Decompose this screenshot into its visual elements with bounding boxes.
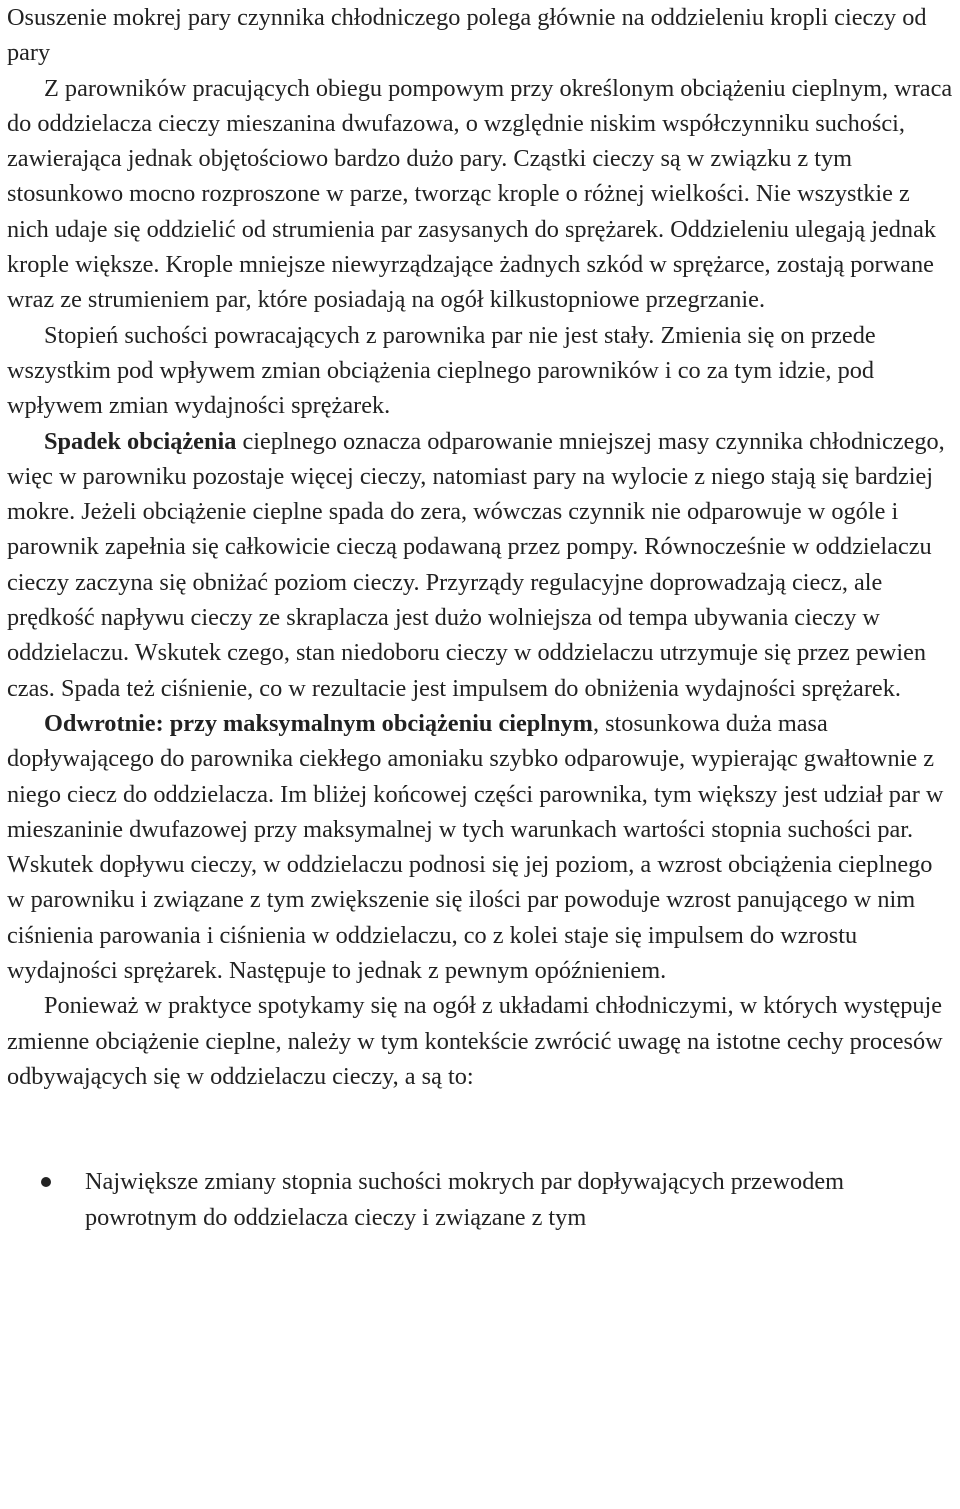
paragraph-max-load <box>7 706 955 988</box>
paragraph-load-drop <box>7 424 955 706</box>
paragraph-intro: Osuszenie mokrej pary czynnika chłodniczego polega głównie na oddzieleniu kropli cieczy od pary <box>7 4 927 67</box>
list-item-text: Największe zmiany stopnia suchości mokrych par dopływających przewodem powrotnym do oddzielacza cieczy i związane z tym <box>85 1168 845 1231</box>
bullet-icon <box>41 1177 51 1187</box>
paragraph-load-drop-body: cieplnego oznacza odparowanie mniejszej masy czynnika chłodniczego, więc w parowniku pozostaje więcej cieczy, natomiast pary na wylocie z niego stają się bardziej mokre. Jeżeli obciążenie cieplne spada do zera, wówczas czynnik nie odparowuje w ogóle i parownik zapełnia się całkowicie cieczą podawaną przez pompy. Równocześnie w oddzielaczu cieczy zaczyna się obniżać poziom cieczy. Przyrządy regulacyjne doprowadzają ciecz, ale prędkość napływu cieczy ze skraplacza jest dużo wolniejsza od tempa ubywania cieczy w oddzielaczu. Wskutek czego, stan niedoboru cieczy w oddzielaczu utrzymuje się przez pewien czas. Spada też ciśnienie, co w rezultacie jest impulsem do obniżenia wydajności sprężarek. <box>7 427 945 702</box>
paragraph-evaporators: Z parowników pracujących obiegu pompowym przy określonym obciążeniu cieplnym, wraca do oddzielacza cieczy mieszanina dwufazowa, o względnie niskim współczynniku suchości, zawierająca jednak objętościowo bardzo dużo pary. Cząstki cieczy są w związku z tym stosunkowo mocno rozproszone w parze, tworząc krople o różnej wielkości. Nie wszystkie z nich udaje się oddzielić od strumienia par zasysanych do sprężarek. Oddzieleniu ulegają jednak krople większe. Krople mniejsze niewyrządzające żadnych szkód w sprężarce, zostają porwane wraz ze strumieniem par, które posiadają na ogół kilkustopniowe przegrzanie. <box>7 74 953 314</box>
list-item <box>7 1164 955 1235</box>
paragraph-max-load-heading: Odwrotnie: przy maksymalnym obciążeniu cieplnym <box>44 709 593 737</box>
spacer <box>7 1094 955 1164</box>
paragraph-load-drop-heading: Spadek obciążenia <box>44 427 237 455</box>
paragraph-dryness: Stopień suchości powracających z parownika par nie jest stały. Zmienia się on przede wszystkim pod wpływem zmian obciążenia cieplnego parowników i co za tym idzie, pod wpływem zmian wydajności sprężarek. <box>7 321 876 420</box>
paragraph-max-load-body: , stosunkowa duża masa dopływającego do parownika ciekłego amoniaku szybko odparowuje, wypierając gwałtownie z niego ciecz do oddzielacza. Im bliżej końcowej części parownika, tym większy jest udział par w mieszaninie dwufazowej przy maksymalnej w tych warunkach wartości stopnia suchości par. Wskutek dopływu cieczy, w oddzielaczu podnosi się jej poziom, a wzrost obciążenia cieplnego w parowniku i związane z tym zwiększenie się ilości par powoduje wzrost panującego w nim ciśnienia parowania i ciśnienia w oddzielaczu, co z kolei staje się impulsem do wzrostu wydajności sprężarek. Następuje to jednak z pewnym opóźnieniem. <box>7 709 944 985</box>
paragraph-practice: Ponieważ w praktyce spotykamy się na ogół z układami chłodniczymi, w których występuje zmienne obciążenie cieplne, należy w tym kontekście zwrócić uwagę na istotne cechy procesów odbywających się w oddzielaczu cieczy, a są to: <box>7 992 943 1090</box>
bullet-list <box>7 1164 955 1235</box>
document-page <box>7 0 955 1235</box>
